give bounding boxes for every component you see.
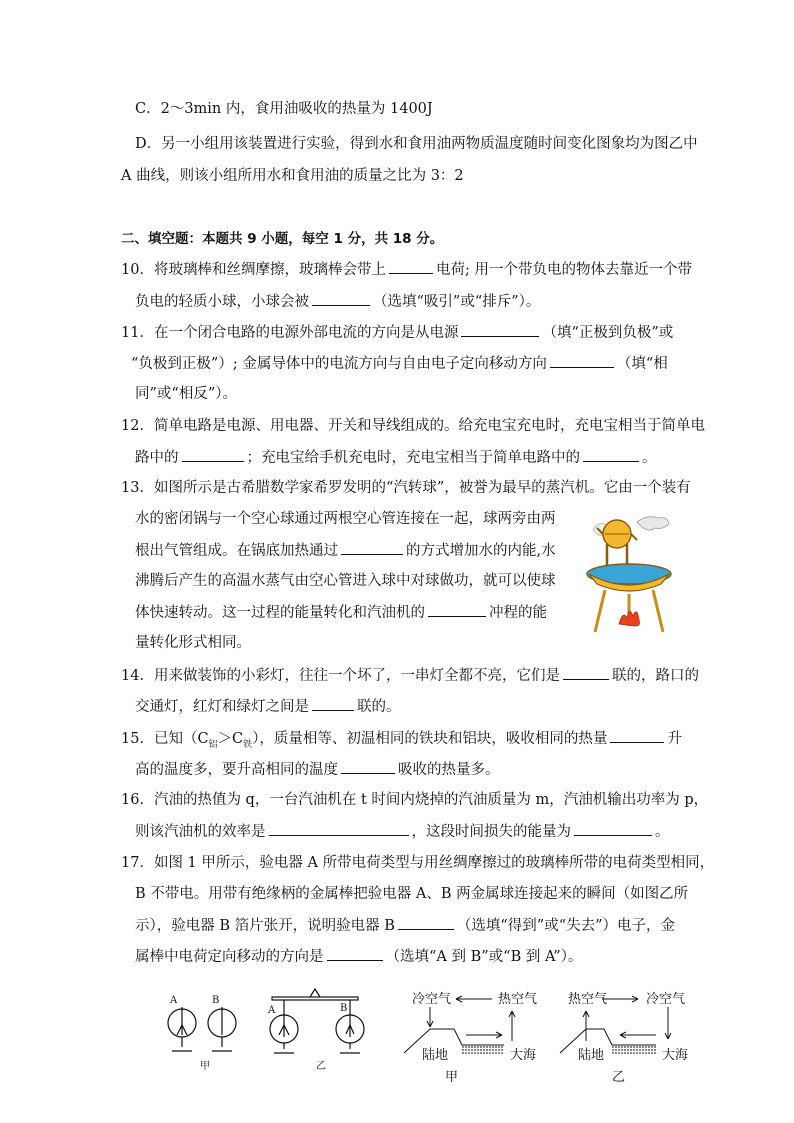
land-profile-yi — [560, 1029, 656, 1053]
option-d-line2: A 曲线，则该小组所用水和食用油的质量之比为 3：2 — [121, 168, 464, 184]
q15-text-b: ），质量相等、初温相同的铁块和铝块，吸收相同的热量 — [252, 731, 608, 747]
q13-text-c: 根出气管组成。在锅底加热通过 — [135, 543, 338, 559]
q12-text-c: ；充电宝给手机充电时，充电宝相当于简单电路中的 — [246, 450, 580, 466]
q11-blank-1[interactable] — [461, 322, 539, 337]
q14-text-b: 联的，路口的 — [611, 668, 699, 684]
hot-air-jia: 热空气 — [498, 992, 538, 1007]
q15-text-a: 15．已知（C — [121, 731, 209, 747]
question-12-line2 — [135, 447, 657, 468]
question-11-line3: 同”或“相反”）。 — [135, 386, 237, 402]
question-17-line3 — [135, 915, 675, 936]
label-b-jia: B — [212, 995, 220, 1006]
q13-blank-2[interactable] — [428, 602, 486, 617]
q17-text-d: （选填“得到”或“失去”）电子，金 — [456, 918, 676, 934]
q17-text-e: 属棒中电荷定向移动的方向是 — [135, 949, 324, 965]
question-13-line4: 沸腾后产生的高温水蒸气由空心管进入球中对球做功，就可以使球 — [135, 573, 556, 589]
question-17-line2: B 不带电。用带有绝缘柄的金属棒把验电器 A、B 两金属球连接起来的瞬间（如图乙所 — [135, 886, 689, 902]
cold-air-jia: 冷空气 — [412, 992, 452, 1007]
q11-blank-2[interactable] — [550, 353, 614, 368]
question-14-line2 — [135, 696, 401, 717]
label-jia-2: 甲 — [445, 1070, 459, 1085]
question-13-line2: 水的密闭锅与一个空心球通过两根空心管连接在一起，球两旁由两 — [135, 511, 556, 527]
label-a-yi: A — [268, 1005, 276, 1016]
arrow-right-bottom-jia — [466, 1032, 502, 1038]
arrow-up-yi — [583, 1011, 589, 1041]
question-13-line1: 13．如图所示是古希腊数学家希罗发明的“汽转球”，被誉为最早的蒸汽机。它由一个装有 — [121, 480, 691, 496]
q15-blank-2[interactable] — [341, 759, 395, 774]
label-a-jia: A — [170, 995, 178, 1006]
tripod-legs — [595, 590, 663, 632]
q15-sub-fe: 铁 — [243, 739, 253, 750]
label-yi-2: 乙 — [612, 1070, 626, 1085]
label-yi-1: 乙 — [316, 1061, 326, 1072]
land-yi: 陆地 — [578, 1048, 605, 1063]
q16-blank-1[interactable] — [269, 821, 409, 836]
arrow-right-top-yi — [602, 996, 638, 1002]
question-17-line1: 17．如图 1 甲所示，验电器 A 所带电荷类型与用丝绸摩擦过的玻璃棒所带的电荷类型相同， — [121, 855, 715, 871]
section-heading: 二、填空题：本题共 9 小题，每空 1 分，共 18 分。 — [121, 231, 444, 247]
question-12-line1: 12．简单电路是电源、用电器、开关和导线组成的。给充电宝充电时，充电宝相当于简单电 — [121, 418, 705, 434]
q12-text-b: 路中的 — [135, 450, 179, 466]
q13-text-d: 的方式增加水的内能,水 — [406, 543, 556, 559]
question-14-line1 — [121, 665, 699, 686]
q15-text-d: 高的温度多，要升高相同的温度 — [135, 762, 338, 778]
arrow-down-yi — [665, 1007, 671, 1039]
q13-text-f: 体快速转动。这一过程的能量转化和汽油机的 — [135, 605, 425, 621]
question-17-line4 — [135, 946, 582, 967]
arrow-left-top-jia — [456, 996, 492, 1002]
question-10-line1 — [121, 259, 692, 280]
fire-icon — [619, 611, 640, 626]
sea-breeze-figure — [400, 985, 700, 1085]
q17-text-c: 示），验电器 B 箔片张开，说明验电器 B — [135, 918, 395, 934]
question-13-line3 — [135, 540, 556, 561]
q10-text-d: （选填“吸引”或“排斥”）。 — [373, 294, 541, 310]
aeolipile-figure — [585, 508, 677, 634]
sea-yi: 大海 — [662, 1048, 689, 1063]
sea-jia: 大海 — [510, 1048, 537, 1063]
q12-blank-1[interactable] — [182, 447, 244, 462]
q16-text-d: 。 — [655, 824, 670, 840]
arrow-left-bottom-yi — [620, 1032, 656, 1038]
q16-text-b: 则该汽油机的效率是 — [135, 824, 266, 840]
q15-text-m: ＞C — [217, 731, 244, 747]
question-11-line2 — [131, 353, 668, 374]
q14-blank-1[interactable] — [563, 665, 609, 680]
q10-text-a: 10．将玻璃棒和丝绸摩擦，玻璃棒会带上 — [121, 262, 386, 278]
land-jia: 陆地 — [422, 1048, 449, 1063]
question-16-line1: 16．汽油的热值为 q，一台汽油机在 t 时间内烧掉的汽油质量为 m，汽油机输出功率为 p， — [121, 792, 709, 808]
question-15-line1 — [121, 728, 682, 755]
arrow-down-jia — [427, 1007, 433, 1027]
question-15-line2 — [135, 759, 500, 780]
q15-sub-al: 铝 — [208, 739, 218, 750]
question-13-line5 — [135, 602, 547, 623]
land-profile-jia — [404, 1029, 504, 1053]
sea-surface-jia — [462, 1047, 504, 1053]
question-10-line2 — [135, 291, 540, 312]
q14-text-c: 交通灯，红灯和绿灯之间是 — [135, 699, 309, 715]
q14-blank-2[interactable] — [312, 696, 354, 711]
label-b-yi: B — [340, 1003, 348, 1014]
metal-rod — [272, 997, 358, 1000]
insulated-handle — [310, 989, 320, 997]
q10-text-b: 电荷; 用一个带负电的物体去靠近一个带 — [435, 262, 692, 278]
sea-surface-yi — [612, 1047, 656, 1053]
q10-blank-2[interactable] — [312, 291, 370, 306]
q15-blank-1[interactable] — [610, 728, 664, 743]
q15-text-c: 升 — [667, 731, 682, 747]
question-11-line1 — [121, 322, 673, 343]
cold-air-yi: 冷空气 — [646, 992, 686, 1007]
q13-text-g: 冲程的能 — [489, 605, 547, 621]
q12-blank-2[interactable] — [583, 447, 639, 462]
hot-air-yi: 热空气 — [568, 992, 608, 1007]
arrow-up-jia — [509, 1011, 515, 1041]
q17-blank-2[interactable] — [327, 946, 383, 961]
q10-blank-1[interactable] — [389, 259, 433, 274]
q14-text-a: 14．用来做装饰的小彩灯，往往一个坏了，一串灯全都不亮，它们是 — [121, 668, 560, 684]
q13-blank-1[interactable] — [341, 540, 403, 555]
q11-text-b: （填“正极到负极”或 — [542, 325, 674, 341]
q16-text-c: ，这段时间损失的能量为 — [411, 824, 571, 840]
label-jia-1: 甲 — [200, 1061, 210, 1072]
option-d-line1: D．另一小组用该装置进行实验，得到水和食用油两物质温度随时间变化图象均为图乙中 — [135, 136, 698, 152]
q15-text-e: 吸收的热量多。 — [398, 762, 500, 778]
option-c: C．2～3min 内，食用油吸收的热量为 1400J — [135, 101, 433, 117]
q10-text-c: 负电的轻质小球，小球会被 — [135, 294, 309, 310]
steam-cloud-right — [637, 517, 669, 530]
electroscope-figure — [160, 985, 380, 1075]
q11-text-d: （填“相 — [616, 356, 668, 372]
question-13-line6: 量转化形式相同。 — [135, 635, 251, 651]
q17-blank-1[interactable] — [398, 915, 454, 930]
q11-text-c: “负极到正极”）; 金属导体中的电流方向与自由电子定向移动方向 — [131, 356, 547, 372]
q12-text-d: 。 — [642, 450, 657, 466]
q16-blank-2[interactable] — [574, 821, 652, 836]
q14-text-d: 联的。 — [357, 699, 401, 715]
question-16-line2 — [135, 821, 670, 842]
q17-text-f: （选填“A 到 B”或“B 到 A”）。 — [385, 949, 583, 965]
q11-text-a: 11．在一个闭合电路的电源外部电流的方向是从电源 — [121, 325, 459, 341]
